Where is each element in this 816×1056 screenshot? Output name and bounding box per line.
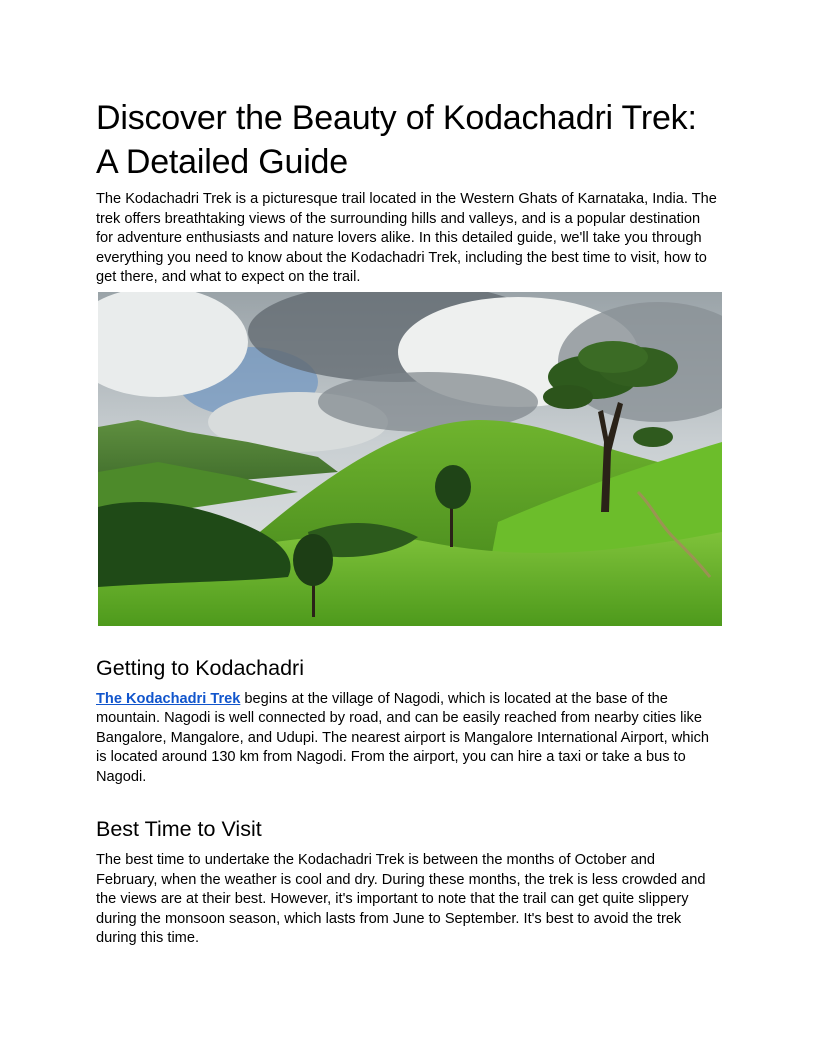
section-heading-getting-to-kodachadri: Getting to Kodachadri — [96, 655, 304, 680]
getting-to-body-text: begins at the village of Nagodi, which is located at the base of the mountain. Nagodi is well connected by road, and can be easily reached from nearby cities like Bangalore, Mangalore, and Udupi. The nearest airport is Mangalore International Airport, which is located around 130 km from Nagodi. From the airport, you can hire a taxi or take a bus to Nagodi. — [96, 690, 710, 785]
section-paragraph-best-time: The best time to undertake the Kodachadri Trek is between the months of October and February, when the weather is cool and dry. During these months, the trek is less crowded and the views are at their best. However, it's important to note that the trail can get quite slippery during the monsoon season, which lasts from June to September. It's best to avoid the trek during this time. — [96, 852, 706, 946]
page-title: Discover the Beauty of Kodachadri Trek: A Detailed Guide — [96, 99, 697, 181]
intro-paragraph: The Kodachadri Trek is a picturesque trail located in the Western Ghats of Karnataka, India. The trek offers breathtaking views of the surrounding hills and valleys, and is a popular destination for adventure enthusiasts and nature lovers alike. In this detailed guide, we'll take you through everything you need to know about the Kodachadri Trek, including the best time to visit, how to get there, and what to expect on the trail. — [96, 191, 717, 285]
section-paragraph-getting-to-kodachadri — [96, 690, 720, 788]
document-page — [96, 96, 720, 949]
section-heading-best-time: Best Time to Visit — [96, 817, 262, 841]
hero-landscape-image — [98, 292, 722, 626]
kodachadri-trek-link[interactable]: The Kodachadri Trek — [96, 690, 241, 707]
